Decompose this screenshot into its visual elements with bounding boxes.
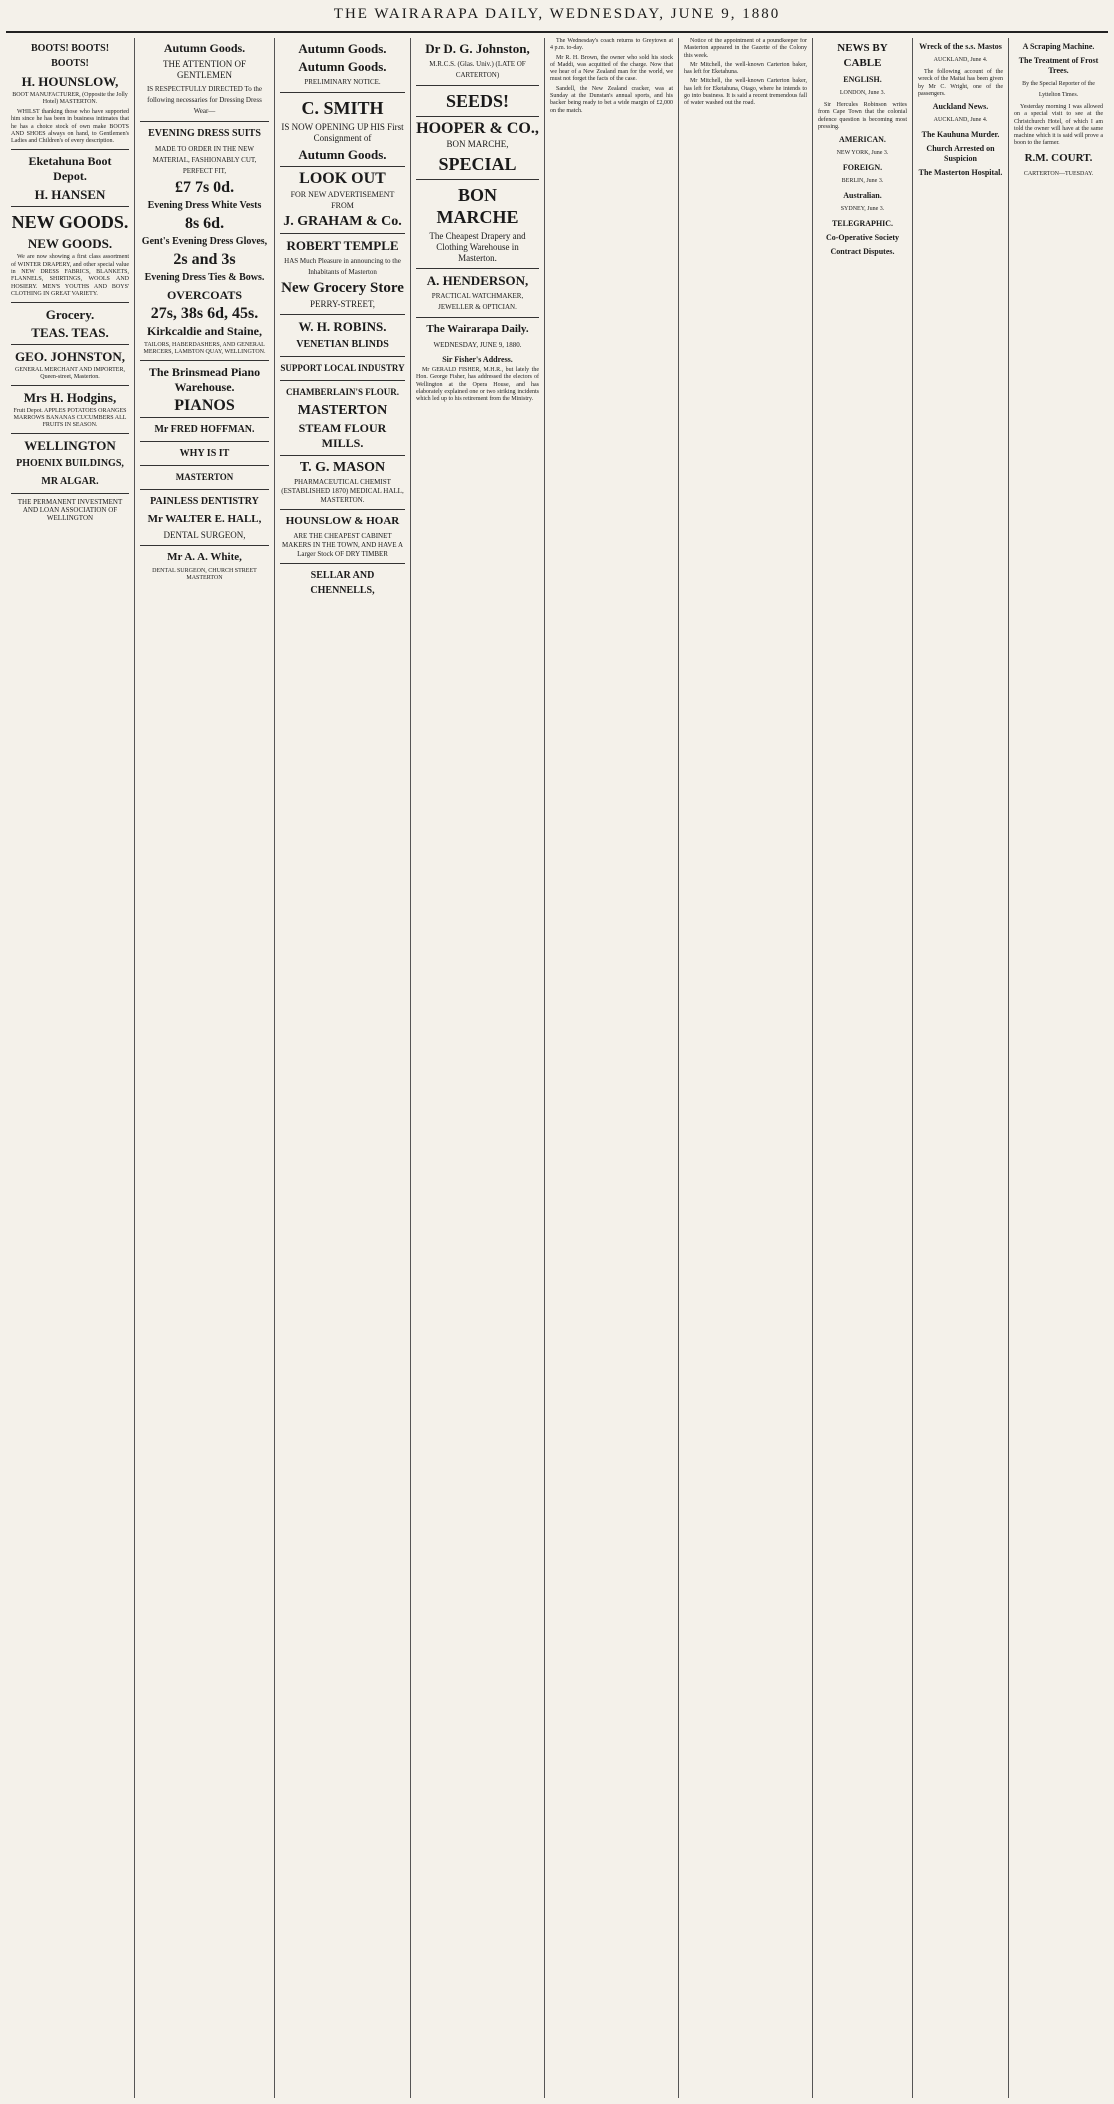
article-headline: Australian. bbox=[843, 191, 882, 201]
ad-headline: LOOK OUT bbox=[299, 170, 386, 187]
ad-headline: SPECIAL bbox=[438, 154, 517, 174]
ad-headline: NEW GOODS. bbox=[27, 236, 113, 252]
ad-sub: THE ATTENTION OF GENTLEMEN bbox=[163, 59, 246, 80]
divider bbox=[416, 116, 539, 117]
ad-headline: MASTERTON bbox=[297, 403, 388, 418]
article-body: The Wednesday's coach returns to Greytown at 4 p.m. to-day. bbox=[550, 38, 673, 52]
divider bbox=[416, 317, 539, 318]
ad-sub: The Cheapest Drapery and Clothing Warehouse in Masterton. bbox=[429, 231, 526, 263]
dateline: LONDON, June 3. bbox=[839, 90, 886, 96]
dateline: BERLIN, June 3. bbox=[841, 178, 884, 185]
column-5 bbox=[544, 38, 678, 2098]
ad-sub: THE PERMANENT INVESTMENT AND LOAN ASSOCIATION OF WELLINGTON bbox=[17, 498, 123, 523]
masthead bbox=[0, 0, 1114, 38]
ad-sub: MADE TO ORDER IN THE NEW MATERIAL, FASHIONABLY CUT, PERFECT FIT, bbox=[152, 145, 257, 175]
divider bbox=[280, 509, 405, 510]
byline: By the Special Reporter of the Lyttelton Times. bbox=[1022, 81, 1095, 98]
ad-name: W. H. ROBINS. bbox=[298, 319, 387, 334]
divider bbox=[416, 268, 539, 269]
ad-headline: STEAM FLOUR MILLS. bbox=[298, 421, 387, 450]
ad-price: 8s 6d. bbox=[184, 215, 225, 232]
ad-name: Kirkcaldie and Staine, bbox=[146, 324, 262, 338]
ad-headline: Autumn Goods. bbox=[298, 147, 387, 162]
ad-headline: NEW GOODS. bbox=[11, 212, 129, 233]
ad-headline: Evening Dress Ties & Bows. bbox=[144, 272, 265, 283]
ad-price: 27s, 38s 6d, 45s. bbox=[150, 305, 259, 322]
column-7 bbox=[812, 38, 912, 2098]
divider bbox=[140, 545, 269, 546]
ad-sub: PRELIMINARY NOTICE. bbox=[304, 78, 381, 86]
ad-headline: TEAS. TEAS. bbox=[31, 325, 109, 341]
divider bbox=[140, 489, 269, 490]
article-body: Mr Mitchell, the well-known Carterton baker, has left for Eketahuna. bbox=[684, 61, 807, 76]
ad-headline: SEEDS! bbox=[445, 91, 510, 111]
article-body: Mr R. H. Brown, the owner who sold his stock of Maddi, was acquitted of the charge. Now that we hear of a New Zealand man for the world, we must not forget the facts of the case. bbox=[550, 54, 673, 83]
ad-name: H. HANSEN bbox=[34, 187, 106, 203]
ad-sub: PHARMACEUTICAL CHEMIST (ESTABLISHED 1870) MEDICAL HALL, MASTERTON. bbox=[281, 478, 404, 504]
ad-name: GEO. JOHNSTON, bbox=[15, 349, 125, 365]
divider bbox=[11, 302, 129, 303]
article-headline: TELEGRAPHIC. bbox=[831, 219, 894, 229]
article-headline: Contract Disputes. bbox=[830, 247, 895, 257]
ad-headline: Gent's Evening Dress Gloves, bbox=[141, 236, 268, 247]
article-headline: AMERICAN. bbox=[839, 135, 886, 145]
ad-name: T. G. MASON bbox=[299, 460, 386, 475]
ad-name: Dr D. G. Johnston, bbox=[425, 41, 530, 56]
divider bbox=[280, 455, 405, 456]
divider bbox=[280, 314, 405, 315]
ad-sub: BON MARCHE, bbox=[446, 139, 509, 149]
issue-date: WEDNESDAY, JUNE 9, 1880. bbox=[433, 341, 522, 349]
ad-headline: SUPPORT LOCAL INDUSTRY bbox=[280, 363, 405, 373]
column-1 bbox=[6, 38, 134, 2098]
divider bbox=[11, 433, 129, 434]
divider bbox=[11, 344, 129, 345]
ad-sub: HAS Much Pleasure in announcing to the Inhabitants of Masterton bbox=[284, 257, 401, 276]
article-headline: Sir Fisher's Address. bbox=[442, 355, 513, 364]
article-body: The following account of the wreck of the Maitai has been given by Mr C. Wright, one of the passengers. bbox=[918, 69, 1003, 97]
ad-name: H. HOUNSLOW, bbox=[21, 74, 119, 89]
divider bbox=[140, 360, 269, 361]
ad-headline: CHAMBERLAIN'S FLOUR. bbox=[285, 387, 399, 397]
masthead-rule bbox=[6, 31, 1108, 33]
ad-sub: IS RESPECTFULLY DIRECTED To the following necessaries for Dressing Dress Wear— bbox=[146, 85, 263, 115]
article-headline: ENGLISH. bbox=[843, 75, 882, 84]
divider bbox=[140, 417, 269, 418]
divider bbox=[280, 233, 405, 234]
ad-name: Mrs H. Hodgins, bbox=[23, 390, 117, 406]
column-2 bbox=[134, 38, 274, 2098]
ad-sub: IS NOW OPENING UP HIS First Consignment of bbox=[281, 122, 404, 143]
ad-headline: EVENING DRESS SUITS bbox=[148, 128, 261, 139]
divider bbox=[11, 385, 129, 386]
divider bbox=[280, 380, 405, 381]
ad-sub: DENTAL SURGEON, bbox=[163, 530, 246, 540]
divider bbox=[11, 206, 129, 207]
ad-headline: MASTERTON bbox=[175, 472, 234, 482]
ad-sub: GENERAL MERCHANT AND IMPORTER, Queen-street, Masterton. bbox=[15, 367, 125, 381]
article-headline: The Masterton Hospital. bbox=[918, 168, 1003, 178]
column-3 bbox=[274, 38, 410, 2098]
article-headline: The Treatment of Frost Trees. bbox=[1018, 56, 1099, 75]
divider bbox=[11, 149, 129, 150]
article-headline: Church Arrested on Suspicion bbox=[926, 144, 995, 164]
divider bbox=[416, 179, 539, 180]
article-body: Yesterday morning I was allowed on a special visit to see at the Christchurch Hotel, of which I am told the owner will have at the same machine which it is said will prove a boon to the farmer. bbox=[1014, 104, 1103, 147]
ad-body: WHILST thanking those who have supported him since he has been in business intimates that he has a choice stock of own make BOOTS AND SHOES always on hand, to Gentlemen's Ladies and Children's of every description. bbox=[11, 109, 129, 145]
ad-name: MR ALGAR. bbox=[41, 476, 99, 488]
article-headline: FOREIGN. bbox=[842, 163, 883, 173]
divider bbox=[280, 92, 405, 93]
dateline: AUCKLAND, June 4. bbox=[933, 57, 988, 63]
article-body: Sir Hercules Robinson writes from Cape Town that the colonial defence question is becoming most pressing. bbox=[818, 102, 907, 130]
ad-headline: VENETIAN BLINDS bbox=[296, 339, 389, 350]
article-headline: Auckland News. bbox=[932, 102, 989, 112]
ad-name: ROBERT TEMPLE bbox=[286, 238, 399, 253]
article-headline: The Kauhuna Murder. bbox=[921, 130, 1000, 140]
ad-headline: PAINLESS DENTISTRY bbox=[150, 496, 259, 507]
ad-headline: Autumn Goods. bbox=[298, 59, 387, 74]
ad-headline: PIANOS bbox=[174, 397, 235, 414]
divider bbox=[280, 356, 405, 357]
ad-sub: ARE THE CHEAPEST CABINET MAKERS IN THE TOWN, AND HAVE A Larger Stock OF DRY TIMBER bbox=[281, 532, 404, 558]
newspaper-section-title: The Wairarapa Daily. bbox=[426, 323, 529, 335]
ad-sub: BOOT MANUFACTURER, (Opposite the Jolly Hotel) MASTERTON. bbox=[12, 92, 128, 105]
dateline: SYDNEY, June 3. bbox=[840, 206, 885, 213]
ad-name: C. SMITH bbox=[301, 98, 384, 118]
divider bbox=[140, 441, 269, 442]
ad-headline: PHOENIX BUILDINGS, bbox=[16, 458, 124, 470]
section-headline: NEWS BY CABLE bbox=[837, 42, 888, 69]
column-4 bbox=[410, 38, 544, 2098]
ad-name: HOOPER & CO., bbox=[416, 120, 539, 137]
ad-headline: Autumn Goods. bbox=[163, 41, 246, 55]
article-headline: Wreck of the s.s. Mastos bbox=[919, 42, 1002, 51]
ad-price: 2s and 3s bbox=[173, 251, 236, 268]
ad-name: BON MARCHE bbox=[436, 185, 519, 227]
ad-headline: Grocery. bbox=[45, 307, 95, 323]
ad-name: HOUNSLOW & HOAR bbox=[285, 515, 400, 527]
article-body: Mr GERALD FISHER, M.H.R., but lately the Hon. George Fisher, has addressed the electors of Wellington at the Opera House, and has elaborately explained one or two striking incidents which led up to his retirement from the Ministry. bbox=[416, 367, 539, 403]
ad-name: J. GRAHAM & Co. bbox=[283, 214, 402, 229]
divider bbox=[11, 493, 129, 494]
column-6 bbox=[678, 38, 812, 2098]
ad-headline: Eketahuna Boot Depot. bbox=[28, 154, 112, 184]
article-body: Mr Mitchell, the well-known Carterton baker, has left for Eketahuna, Otago, where he intends to go into business. It is said a recent tremendous fall of water washed out the road. bbox=[684, 78, 807, 107]
dateline: AUCKLAND, June 4. bbox=[933, 117, 988, 124]
ad-headline: WHY IS IT bbox=[179, 448, 230, 459]
article-body: Notice of the appointment of a poundkeeper for Masterton appeared in the Gazette of the Colony this week. bbox=[684, 38, 807, 59]
article-headline: A Scraping Machine. bbox=[1022, 42, 1095, 51]
ad-name: Mr WALTER E. HALL, bbox=[147, 513, 262, 525]
article-body: Sandell, the New Zealand cracker, was at Sunday at the Dunstan's annual sports, and his backer being ready to bet a wide margin of £2,000 on the match. bbox=[550, 85, 673, 114]
ad-headline: Autumn Goods. bbox=[298, 41, 387, 56]
ad-headline: OVERCOATS bbox=[166, 288, 243, 302]
ad-sub: M.R.C.S. (Glas. Univ.) (LATE OF CARTERTON) bbox=[429, 60, 526, 79]
ad-price: £7 7s 0d. bbox=[174, 179, 235, 196]
ad-name: Mr A. A. White, bbox=[167, 551, 242, 563]
ad-sub: FOR NEW ADVERTISEMENT FROM bbox=[290, 190, 395, 210]
ad-headline: The Brinsmead Piano Warehouse. bbox=[148, 365, 261, 394]
ad-sub: PRACTICAL WATCHMAKER, JEWELLER & OPTICIAN. bbox=[431, 292, 524, 311]
divider bbox=[140, 465, 269, 466]
dateline: CARTERTON—TUESDAY. bbox=[1023, 170, 1094, 177]
divider bbox=[140, 121, 269, 122]
ad-headline: Evening Dress White Vests bbox=[147, 200, 262, 211]
newspaper-title: THE WAIRARAPA DAILY, WEDNESDAY, JUNE 9, 1880 bbox=[333, 6, 781, 22]
ad-name: Mr FRED HOFFMAN. bbox=[154, 424, 255, 435]
ad-sub: PERRY-STREET, bbox=[309, 299, 376, 309]
divider bbox=[280, 563, 405, 564]
column-9 bbox=[1008, 38, 1108, 2098]
ad-headline: BOOTS! BOOTS! BOOTS! bbox=[30, 43, 110, 69]
ad-sub: DENTAL SURGEON, CHURCH STREET MASTERTON bbox=[152, 568, 257, 581]
article-headline: Co-Operative Society bbox=[825, 233, 900, 243]
ad-sub: Fruit Depot. APPLES POTATOES ORANGES MARROWS BANANAS CUCUMBERS ALL FRUITS IN SEASON. bbox=[13, 408, 127, 429]
article-headline: R.M. COURT. bbox=[1024, 151, 1093, 164]
ad-headline: New Grocery Store bbox=[281, 280, 404, 296]
ad-name: A. HENDERSON, bbox=[426, 273, 529, 288]
column-8 bbox=[912, 38, 1008, 2098]
ad-sub: TAILORS, HABERDASHERS, AND GENERAL MERCERS, LAMBTON QUAY, WELLINGTON. bbox=[143, 342, 266, 355]
ad-name: SELLAR AND CHENNELLS, bbox=[310, 570, 375, 596]
divider bbox=[416, 85, 539, 86]
ad-headline: WELLINGTON bbox=[24, 438, 116, 454]
ad-body: We are now showing a first class assortment of WINTER DRAPERY, and other special value in NEW DRESS FABRICS, BLANKETS, FLANNELS, SHIRTINGS, WOOLS AND HOSIERY. MEN'S YOUTHS AND BOYS' CLOTHING IN GREAT VARIETY. bbox=[11, 254, 129, 297]
dateline: NEW YORK, June 3. bbox=[836, 150, 889, 157]
divider bbox=[280, 166, 405, 167]
